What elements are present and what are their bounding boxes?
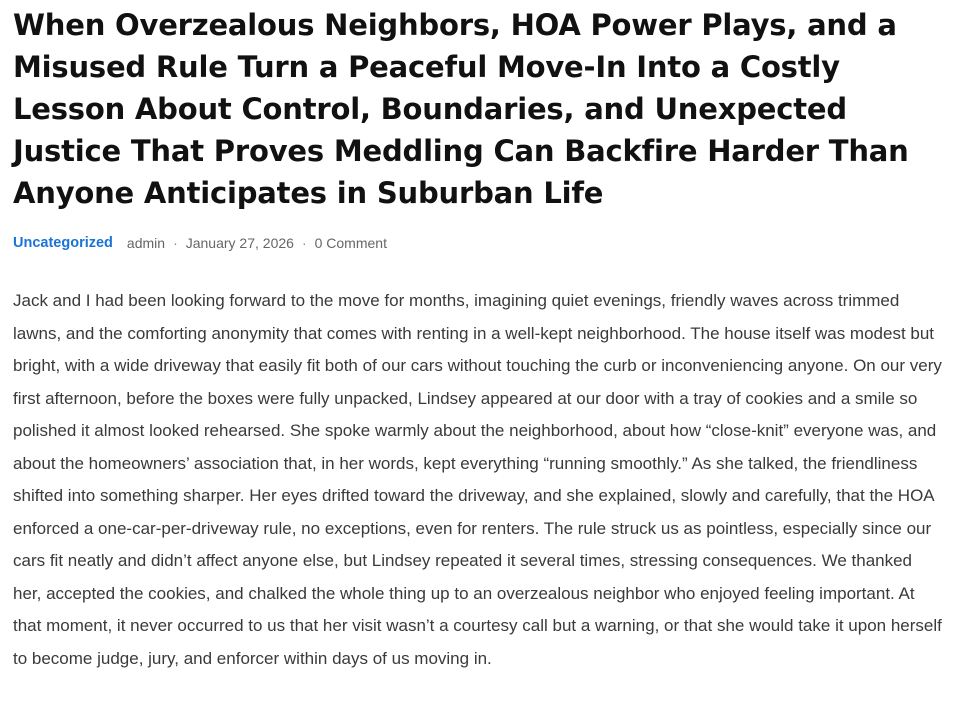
post-body: Jack and I had been looking forward to the move for months, imagining quiet evenings, friendly waves across trimmed lawns, and the comforting anonymity that comes with renting in a well-kept neighborhood. The house itself was modest but bright, with a wide driveway that easily fit both of our cars without touching the curb or inconveniencing anyone. On our very first afternoon, before the boxes were fully unpacked, Lindsey appeared at our door with a tray of cookies and a smile so polished it almost looked rehearsed. She spoke warmly about the neighborhood, about how “close-knit” everyone was, and about the homeowners’ association that, in her words, kept everything “running smoothly.” As she talked, the friendliness shifted into something sharper. Her eyes drifted toward the driveway, and she explained, slowly and carefully, that the HOA enforced a one-car-per-driveway rule, no exceptions, even for renters. The rule struck us as pointless, especially since our cars fit neatly and didn’t affect anyone else, but Lindsey repeated it several times, stressing consequences. We thanked her, accepted the cookies, and chalked the whole thing up to an overzealous neighbor who enjoyed feeling important. At that moment, it never occurred to us that her visit wasn’t a courtesy call but a warning, or that she would take it upon herself to become judge, jury, and enforcer within days of us moving in.	[13, 291, 942, 668]
category-link[interactable]: Uncategorized	[13, 235, 113, 251]
author-link[interactable]: admin	[126, 235, 166, 251]
post-meta	[13, 233, 943, 253]
post-date[interactable]: January 27, 2026	[185, 235, 294, 251]
article	[13, 0, 943, 675]
meta-separator: ·	[173, 235, 178, 251]
post-title: When Overzealous Neighbors, HOA Power Plays, and a Misused Rule Turn a Peaceful Move-In Into a Costly Lesson About Control, Boundaries, and Unexpected Justice That Proves Meddling Can Backfire Harder Than Anyone Anticipates in Suburban Life	[13, 8, 909, 210]
meta-separator: ·	[301, 235, 307, 251]
comment-count-link[interactable]: 0 Comment	[314, 235, 387, 251]
